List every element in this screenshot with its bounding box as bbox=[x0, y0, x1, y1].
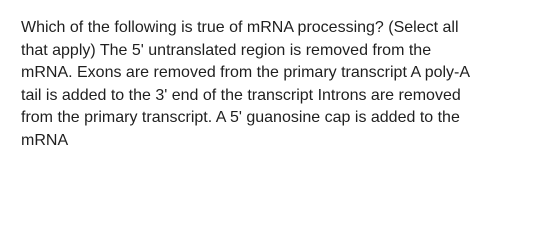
question-line-6: mRNA bbox=[21, 131, 69, 149]
question-line-3: mRNA. Exons are removed from the primary transcript A poly-A bbox=[21, 64, 471, 81]
question-line-4: tail is added to the 3' end of the transcript Introns are removed bbox=[21, 86, 461, 104]
question-line-1: Which of the following is true of mRNA processing? (Select all bbox=[21, 19, 459, 36]
question-line-5: from the primary transcript. A 5' guanosine cap is added to the bbox=[21, 109, 460, 126]
question-text bbox=[21, 17, 541, 152]
question-line-2: that apply) The 5' untranslated region is removed from the bbox=[21, 41, 432, 59]
